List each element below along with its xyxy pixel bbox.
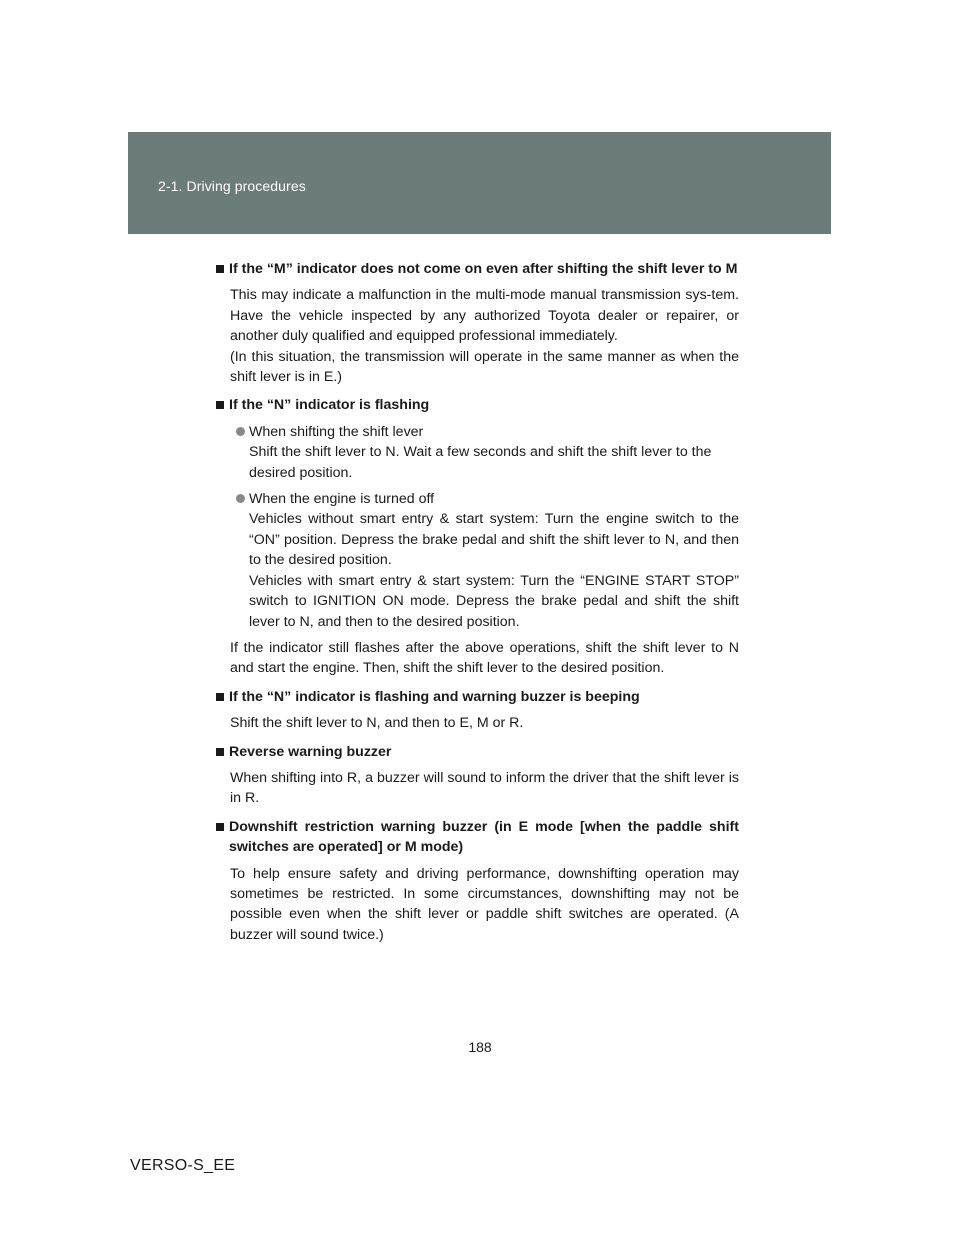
section-m-indicator [216, 259, 739, 387]
section-reverse-buzzer [216, 742, 739, 809]
section-header-bar [128, 132, 831, 234]
section-n-indicator-flashing [216, 395, 739, 678]
section-paragraph: This may indicate a malfunction in the multi-mode manual transmission sys-tem. Have the vehicle inspected by any authorized Toyota dealer or repairer, or another duly qualified and equipped professional immediately. (In this situation, the transmission will operate in the same manner as when the shift lever is in E.) [230, 287, 739, 386]
section-heading-text: Downshift restriction warning buzzer (in E mode [when the paddle shift switches are operated] or M mode) [229, 818, 739, 856]
section-heading-text: Reverse warning buzzer [229, 743, 392, 760]
section-paragraph: To help ensure safety and driving performance, downshifting operation may sometimes be restricted. In some circumstances, downshifting may not be possible even when the shift lever or paddle shift switches are operated. (A buzzer will sound twice.) [230, 865, 739, 943]
page-content [216, 259, 739, 953]
square-bullet-icon [216, 401, 224, 409]
list-item-text: When the engine is turned off Vehicles without smart entry & start system: Turn the engine switch to the “ON” position. Depress the brake pedal and shift the shift lever to N, and then to the desired position. Vehicles with smart entry & start system: Turn the “ENGINE START STOP” switch to IGNITION ON mode. Depress the brake pedal and shift the shift lever to N, and then to the desired position. [249, 491, 739, 630]
section-downshift-buzzer [216, 817, 739, 945]
page-number: 188 [468, 1039, 492, 1055]
section-heading-text: If the “N” indicator is flashing [229, 397, 430, 414]
list-item [236, 422, 739, 483]
footer-code: VERSO-S_EE [130, 1157, 236, 1174]
circle-bullet-icon [236, 427, 245, 436]
section-heading [216, 742, 739, 762]
section-n-indicator-buzzer [216, 687, 739, 734]
section-heading [216, 687, 739, 707]
section-heading [216, 395, 739, 415]
section-title: 2-1. Driving procedures [158, 178, 306, 194]
section-paragraph: If the indicator still flashes after the above operations, shift the shift lever to N and start the engine. Then, shift the shift lever to the desired position. [230, 639, 739, 677]
section-heading-text: If the “M” indicator does not come on even after shifting the shift lever to M [229, 261, 738, 277]
section-paragraph: Shift the shift lever to N, and then to E, M or R. [230, 715, 524, 732]
square-bullet-icon [216, 693, 224, 701]
section-heading [216, 259, 739, 279]
square-bullet-icon [216, 748, 224, 756]
square-bullet-icon [216, 265, 224, 273]
circle-bullet-icon [236, 494, 245, 503]
square-bullet-icon [216, 823, 224, 831]
list-item-text: When shifting the shift lever Shift the shift lever to N. Wait a few seconds and shift the shift lever to the desired position. [249, 423, 712, 481]
section-paragraph: When shifting into R, a buzzer will sound to inform the driver that the shift lever is in R. [230, 769, 739, 807]
section-heading-text: If the “N” indicator is flashing and warning buzzer is beeping [229, 688, 640, 705]
list-item [236, 489, 739, 632]
section-heading [216, 817, 739, 858]
